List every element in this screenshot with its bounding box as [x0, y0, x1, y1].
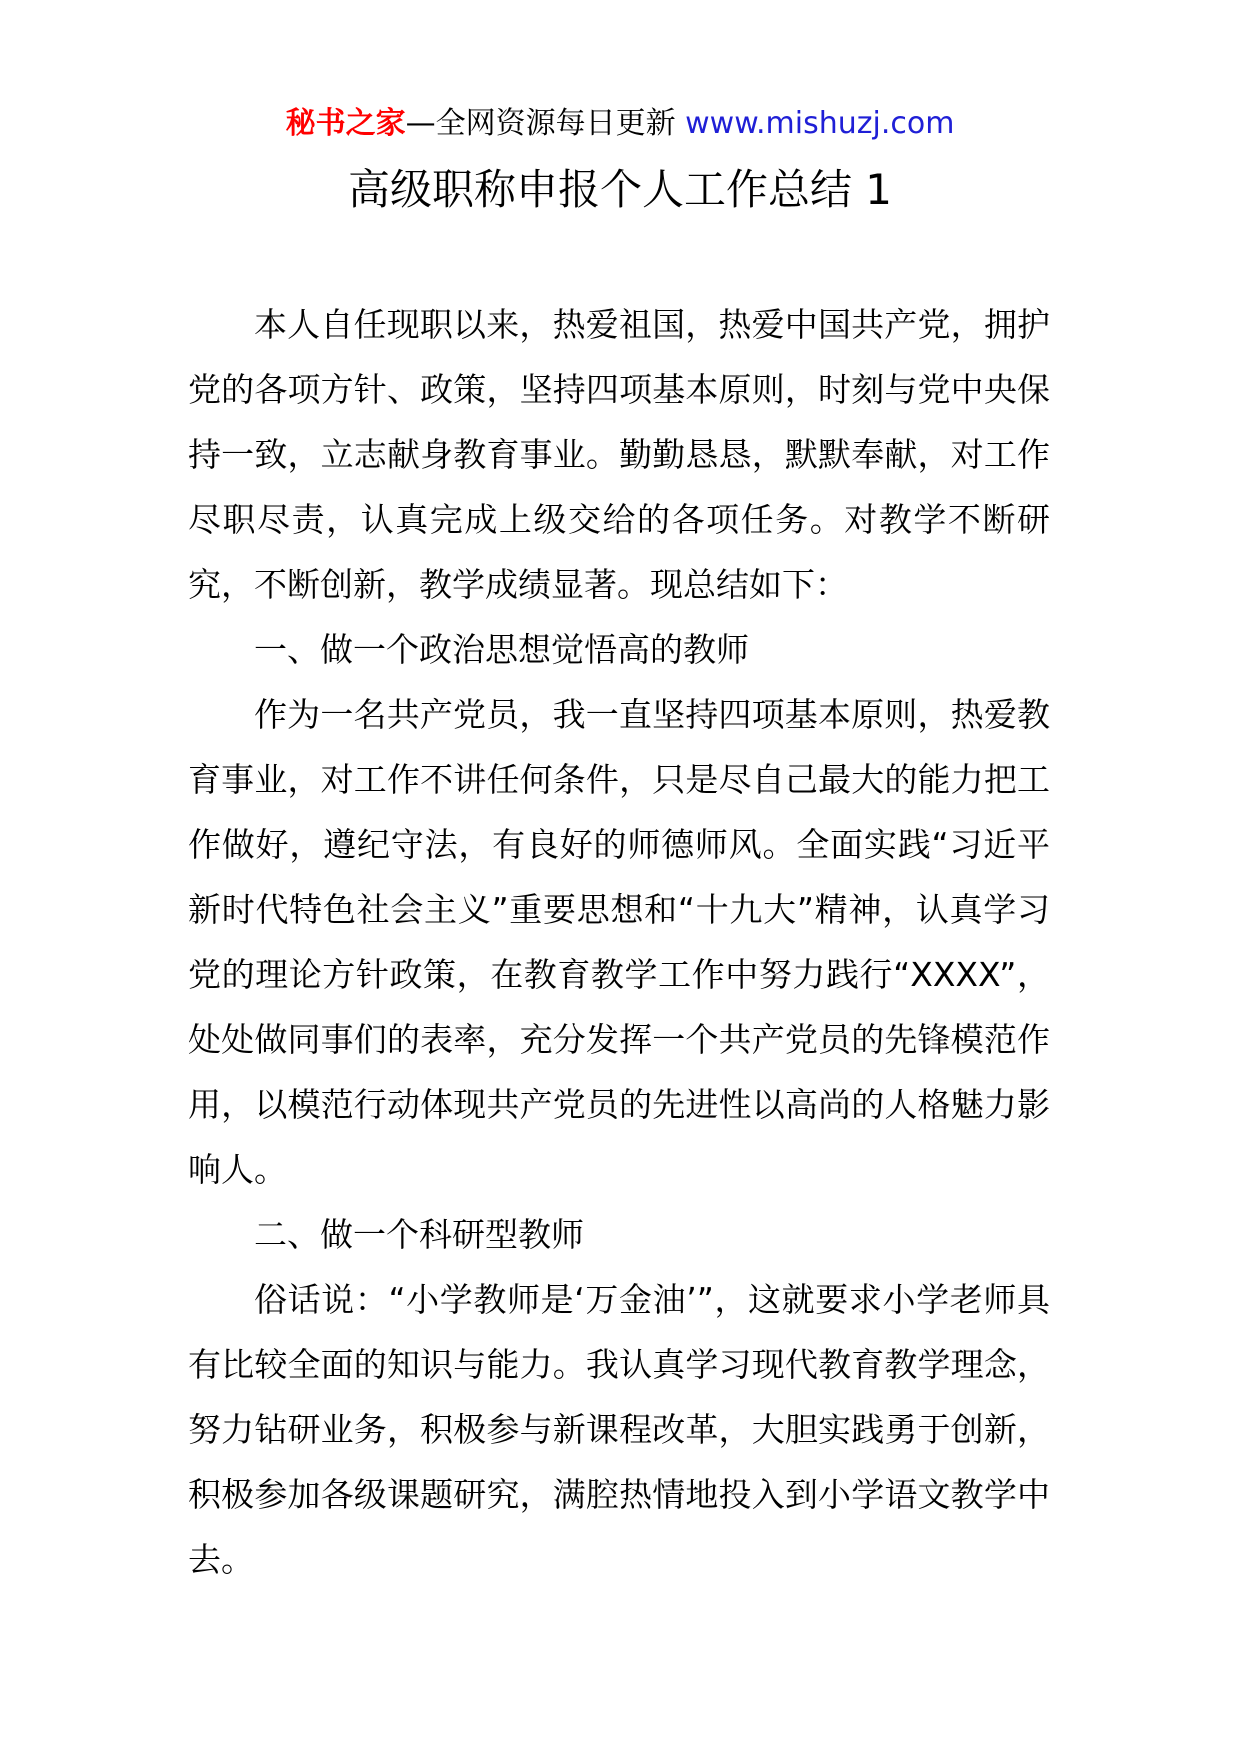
intro-paragraph: 本人自任现职以来，热爱祖国，热爱中国共产党，拥护党的各项方针、政策，坚持四项基本原则，时刻与党中央保持一致，立志献身教育事业。勤勤恳恳，默默奉献，对工作尽职尽责，认真完成上级交给的各项任务。对教学不断研究，不断创新，教学成绩显著。现总结如下：: [188, 305, 1050, 604]
section-heading-2: 二、做一个科研型教师: [254, 1215, 584, 1254]
section-1-paragraph: 作为一名共产党员，我一直坚持四项基本原则，热爱教育事业，对工作不讲任何条件，只是尽自己最大的能力把工作做好，遵纪守法，有良好的师德师风。全面实践“习近平新时代特色社会主义”重要思想和“十九大”精神，认真学习党的理论方针政策，在教育教学工作中努力践行“XXXX”，处处做同事们的表率，充分发挥一个共产党员的先锋模范作用，以模范行动体现共产党员的先进性以高尚的人格魅力影响人。: [188, 695, 1050, 1189]
site-banner: [0, 104, 1240, 144]
section-heading-1: 一、做一个政治思想觉悟高的教师: [254, 630, 749, 669]
brand-tagline: —全网资源每日更新: [405, 106, 676, 141]
site-url-link[interactable]: www.mishuzj.com: [685, 106, 955, 141]
document-title: 高级职称申报个人工作总结 1: [347, 165, 893, 214]
document-body: [188, 292, 1050, 1592]
brand-name: 秘书之家: [285, 106, 406, 141]
section-2-paragraph: 俗话说：“小学教师是‘万金油’”，这就要求小学老师具有比较全面的知识与能力。我认真学习现代教育教学理念，努力钻研业务，积极参与新课程改革，大胆实践勇于创新，积极参加各级课题研究，满腔热情地投入到小学语文教学中去。: [188, 1280, 1050, 1579]
